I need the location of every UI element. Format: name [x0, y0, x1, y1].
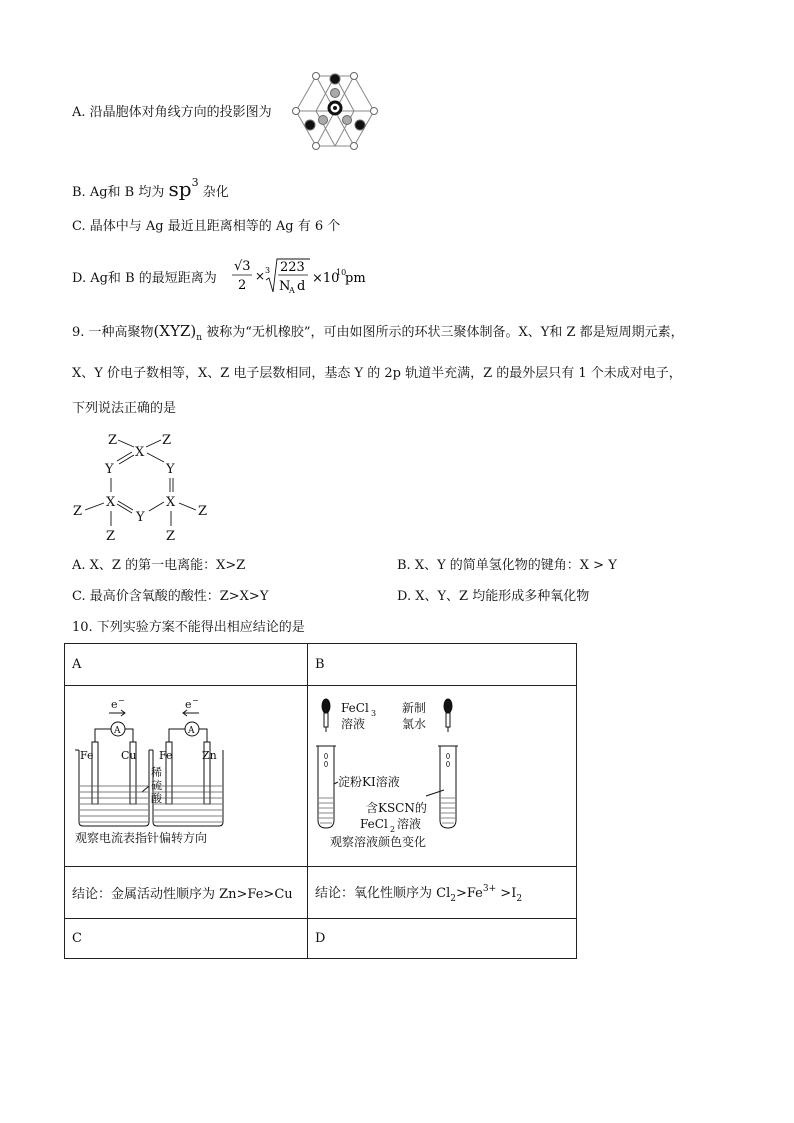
electron-charge-left: − — [118, 696, 125, 705]
q9-line1 — [72, 322, 684, 347]
figure-b-caption: 观察溶液颜色变化 — [330, 835, 427, 849]
q9-option-c-text: C. 最高价含氧酸的酸性：Z>X>Y — [72, 589, 269, 604]
conclusion-b-pre: 结论：氧化性顺序为 Cl — [315, 885, 451, 901]
root-index: 3 — [265, 266, 271, 275]
figure-a-caption: 观察电流表指针偏转方向 — [75, 831, 208, 845]
cyclic-trimer-structure — [70, 428, 220, 546]
conclusion-b-sub2: 2 — [516, 893, 523, 904]
q8-b-sp: sp — [168, 177, 192, 201]
z-top-left: Z — [108, 433, 118, 448]
q9-line3-text: 下列说法正确的是 — [72, 401, 177, 416]
cell-d-header: D — [308, 919, 577, 959]
experiment-table — [64, 643, 577, 959]
q9-option-c — [72, 588, 268, 606]
label-cu: Cu — [121, 749, 137, 762]
galvanic-cells-figure — [65, 686, 307, 862]
fecl3-label: FeCl — [341, 701, 369, 715]
acid-char-1: 稀 — [151, 766, 162, 779]
x-left: X — [106, 495, 116, 510]
electron-label-right: e — [185, 698, 192, 711]
conclusion-b-mid: >Fe — [455, 885, 483, 901]
q10-title-text: 10. 下列实验方案不能得出相应结论的是 — [72, 620, 305, 635]
conclusion-b-sup: 3+ — [482, 883, 497, 894]
q9-option-d — [397, 588, 589, 606]
q9-formula: (XYZ) — [153, 322, 197, 340]
kscn-label-2: FeCl — [360, 817, 388, 831]
times1: × — [255, 269, 266, 283]
q8-b-post: 杂化 — [202, 185, 229, 200]
q8-option-c — [72, 218, 340, 236]
fecl3-solution-label: 溶液 — [341, 717, 366, 731]
fecl2-sub: 2 — [390, 825, 396, 834]
electron-label-left: e — [111, 698, 118, 711]
q8-b-pre: B. Ag和 B 均为 — [72, 185, 165, 200]
projection-hexagon-figure — [290, 70, 380, 150]
q8-option-d — [72, 270, 217, 288]
redox-tubes-figure — [308, 686, 576, 862]
q8-option-a — [72, 104, 272, 122]
acid-char-2: 硫 — [151, 779, 162, 792]
q8-b-sup: 3 — [191, 176, 199, 189]
times10: ×10 — [312, 271, 340, 286]
starch-ki-label: 淀粉KI溶液 — [338, 775, 400, 789]
cell-a-header: A — [65, 644, 308, 686]
q9-option-a — [72, 557, 245, 575]
y-right: Y — [166, 462, 175, 477]
cell-c-header: C — [65, 919, 308, 959]
chlorine-water-label-2: 氯水 — [402, 717, 427, 731]
y-left: Y — [105, 462, 114, 477]
two: 2 — [238, 278, 247, 293]
label-zn: Zn — [202, 749, 217, 762]
cell-a-figure — [65, 686, 308, 867]
z-bottom-left: Z — [106, 529, 116, 544]
cell-b-conclusion — [308, 867, 577, 919]
acid-char-3: 酸 — [151, 792, 162, 805]
den-N: N — [279, 279, 291, 294]
label-fe-left: Fe — [80, 749, 94, 762]
q8-option-a-text: A. 沿晶胞体对角线方向的投影图为 — [72, 105, 272, 120]
z-right: Z — [198, 504, 208, 519]
z-bottom-right: Z — [166, 529, 176, 544]
electron-charge-right: − — [192, 696, 199, 705]
fecl3-sub: 3 — [371, 709, 377, 718]
q9-option-b-text: B. X、Y 的简单氢化物的键角：X > Y — [397, 558, 617, 573]
kscn-solution-label: 溶液 — [397, 817, 422, 831]
y-bottom: Y — [136, 510, 145, 525]
unit-pm: pm — [345, 271, 366, 286]
z-left: Z — [73, 504, 83, 519]
conclusion-b-mid2: >I — [496, 885, 517, 901]
q9-line3 — [72, 400, 176, 418]
ammeter-left: A — [114, 726, 121, 736]
kscn-label-1: 含KSCN的 — [366, 801, 427, 815]
q9-line2-text: X、Y 价电子数相等，X、Z 电子层数相同，基态 Y 的 2p 轨道半充满，Z 的最外层只有 1 个未成对电子， — [72, 366, 682, 381]
q9-option-d-text: D. X、Y、Z 均能形成多种氧化物 — [397, 589, 590, 604]
q8-d-formula — [228, 256, 378, 298]
conclusion-b-sub1: 2 — [450, 893, 456, 904]
q8-option-b — [72, 174, 229, 202]
x-top: X — [135, 445, 145, 460]
q8-d-pre: D. Ag和 B 的最短距离为 — [72, 271, 217, 286]
cell-a-conclusion: 结论：金属活动性顺序为 Zn>Fe>Cu — [65, 867, 308, 919]
q8-option-c-text: C. 晶体中与 Ag 最近且距离相等的 Ag 有 6 个 — [72, 219, 341, 234]
label-fe-right: Fe — [159, 749, 173, 762]
x-right: X — [166, 495, 176, 510]
z-top-right: Z — [162, 433, 172, 448]
q9-formula-sub: n — [196, 333, 203, 343]
num-223: 223 — [280, 260, 305, 275]
q10-title — [72, 619, 305, 637]
q9-line2 — [72, 365, 682, 383]
chlorine-water-label-1: 新制 — [402, 701, 427, 715]
cell-b-header: B — [308, 644, 577, 686]
q9-option-b — [397, 557, 617, 575]
exp10: 10 — [336, 268, 347, 277]
cell-b-figure — [308, 686, 577, 867]
q9-option-a-text: A. X、Z 的第一电离能：X>Z — [72, 558, 246, 573]
q9-line1-a: 9. 一种高聚物 — [72, 325, 154, 340]
den-d: d — [297, 279, 306, 294]
sqrt3: √3 — [234, 259, 251, 274]
den-A: A — [289, 286, 295, 295]
ammeter-right: A — [188, 726, 195, 736]
q9-line1-b: 被称为“无机橡胶”，可由如图所示的环状三聚体制备。X、Y和 Z 都是短周期元素， — [206, 325, 684, 340]
